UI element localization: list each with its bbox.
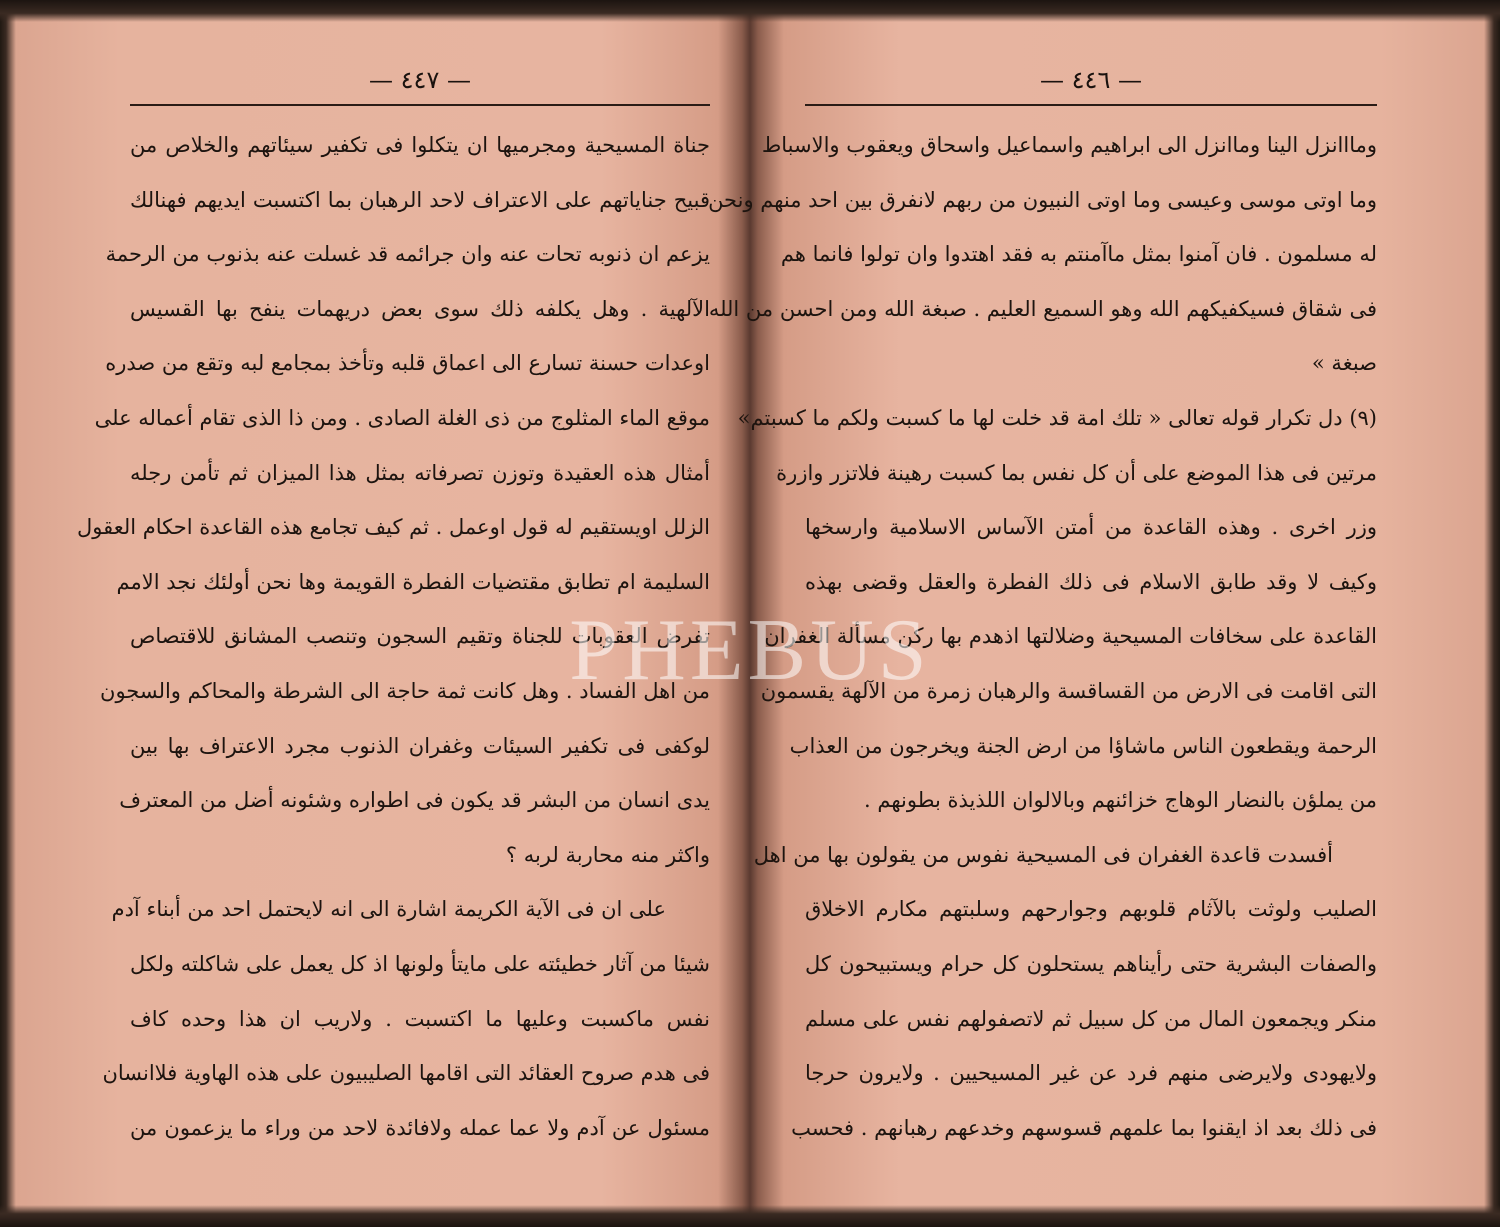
header-rule [130, 104, 710, 106]
book-top-edge [0, 0, 1500, 22]
page-number: — ٤٤٧ — [369, 66, 471, 94]
text-line: وما اوتى موسى وعيسى وما اوتى النبيون من ربهم لانفرق بين احد منهم ونحن [708, 187, 1377, 212]
text-line: من اهل الفساد . وهل كانت ثمة حاجة الى الشرطة والمحاكم والسجون [100, 678, 710, 703]
text-line: يزعم ان ذنوبه تحات عنه وان جرائمه قد غسلت عنه بذنوب من الرحمة [105, 242, 710, 267]
text-line: قبيح جناياتهم على الاعتراف لاحد الرهبان بما اكتسبت ايديهم فهنالك [130, 187, 710, 212]
text-line: أفسدت قاعدة الغفران فى المسيحية نفوس من يقولون بها من اهل [753, 842, 1333, 867]
text-line: وزر اخرى . وهذه القاعدة من أمتن الآساس الاسلامية وارسخها [805, 515, 1377, 540]
page-number: — ٤٤٦ — [1040, 66, 1142, 94]
text-line: واكثر منه محاربة لربه ؟ [505, 842, 710, 867]
text-line: فى ذلك بعد اذ ايقنوا بما علمهم قسوسهم وخدعهم رهبانهم . فحسب [791, 1115, 1377, 1140]
text-line: التى اقامت فى الارض من القساقسة والرهبان زمرة من الآلهة يقسمون [760, 678, 1377, 703]
text-line: وكيف لا وقد طابق الاسلام فى ذلك الفطرة والعقل وقضى بهذه [805, 569, 1377, 594]
header-rule [805, 104, 1377, 106]
text-line: القاعدة على سخافات المسيحية وضلالتها اذهدم بها ركن مسألة الغفران [764, 624, 1377, 649]
text-line: شيئا من آثار خطيئته على مايتأ ولونها اذ كل يعمل على شاكلته ولكل [130, 951, 710, 976]
text-line: لوكفى فى تكفير السيئات وغفران الذنوب مجرد الاعتراف بها بين [130, 733, 710, 758]
text-line: منكر ويجمعون المال من كل سبيل ثم لاتصفولهم نفس على مسلم [805, 1006, 1377, 1031]
book-bottom-edge [0, 1205, 1500, 1227]
text-line: السليمة ام تطابق مقتضيات الفطرة القويمة وها نحن أولئك نجد الامم [116, 569, 710, 594]
text-line: صبغة » [1311, 351, 1377, 376]
text-line: (٩) دل تكرار قوله تعالى « تلك امة قد خلت لها ما كسبت ولكم ما كسبتم» [737, 405, 1377, 430]
text-line: الرحمة ويقطعون الناس ماشاؤا من ارض الجنة ويخرجون من العذاب [789, 733, 1377, 758]
text-line: الزلل اويستقيم له قول اوعمل . ثم كيف تجامع هذه القاعدة احكام العقول [76, 515, 710, 540]
text-line: فى هدم صروح العقائد التى اقامها الصليبيون على هذه الهاوية فلاانسان [102, 1061, 710, 1086]
text-line: أمثال هذه العقيدة وتوزن تصرفاته بمثل هذا الميزان ثم تأمن رجله [130, 460, 710, 485]
text-line: الآلهية . وهل يكلفه ذلك سوى بعض دريهمات ينفح بها القسيس [130, 296, 710, 321]
text-line: جناة المسيحية ومجرميها ان يتكلوا فى تكفير سيئاتهم والخلاص من [130, 133, 710, 157]
text-line: اوعدات حسنة تسارع الى اعماق قلبه وتأخذ بمجامع لبه وتقع من صدره [105, 351, 710, 376]
text-line: فى شقاق فسيكفيكهم الله وهو السميع العليم . صبغة الله ومن احسن من الله [708, 296, 1377, 321]
text-line: ولايهودى ولايرضى منهم فرد عن غير المسيحيين . ولايرون حرجا [805, 1061, 1377, 1086]
text-line: له مسلمون . فان آمنوا بمثل ماآمنتم به فقد اهتدوا وان تولوا فانما هم [780, 242, 1377, 267]
text-line: والصفات البشرية حتى رأيناهم يستحلون كل حرام ويستبيحون كل [805, 951, 1377, 976]
text-line: نفس ماكسبت وعليها ما اكتسبت . ولاريب ان هذا وحده كاف [130, 1006, 710, 1031]
text-line: الصليب ولوثت بالآثام قلوبهم وجوارحهم وسلبتهم مكارم الاخلاق [805, 897, 1377, 922]
text-line: ومااانزل الينا وماانزل الى ابراهيم واسماعيل واسحاق ويعقوب والاسباط [761, 133, 1377, 157]
text-line: يدى انسان من البشر قد يكون فى اطواره وشئونه أضل من المعترف [119, 788, 710, 813]
text-line: مرتين فى هذا الموضع على أن كل نفس بما كسبت رهينة فلاتزر وازرة [776, 460, 1377, 485]
text-line: تفرض العقوبات للجناة وتقيم السجون وتنصب المشانق للاقتصاص [130, 624, 710, 649]
text-line: على ان فى الآية الكريمة اشارة الى انه لايحتمل احد من أبناء آدم [111, 897, 666, 922]
text-line: موقع الماء المثلوج من ذى الغلة الصادى . ومن ذا الذى تقام أعماله على [94, 405, 710, 430]
text-line: مسئول عن آدم ولا عما عمله ولافائدة لاحد من وراء ما يزعمون من [130, 1115, 710, 1140]
watermark: PHEBUS [569, 602, 931, 699]
text-line: من يملؤن بالنضار الوهاج خزائنهم وبالالوان اللذيذة بطونهم . [864, 788, 1377, 813]
